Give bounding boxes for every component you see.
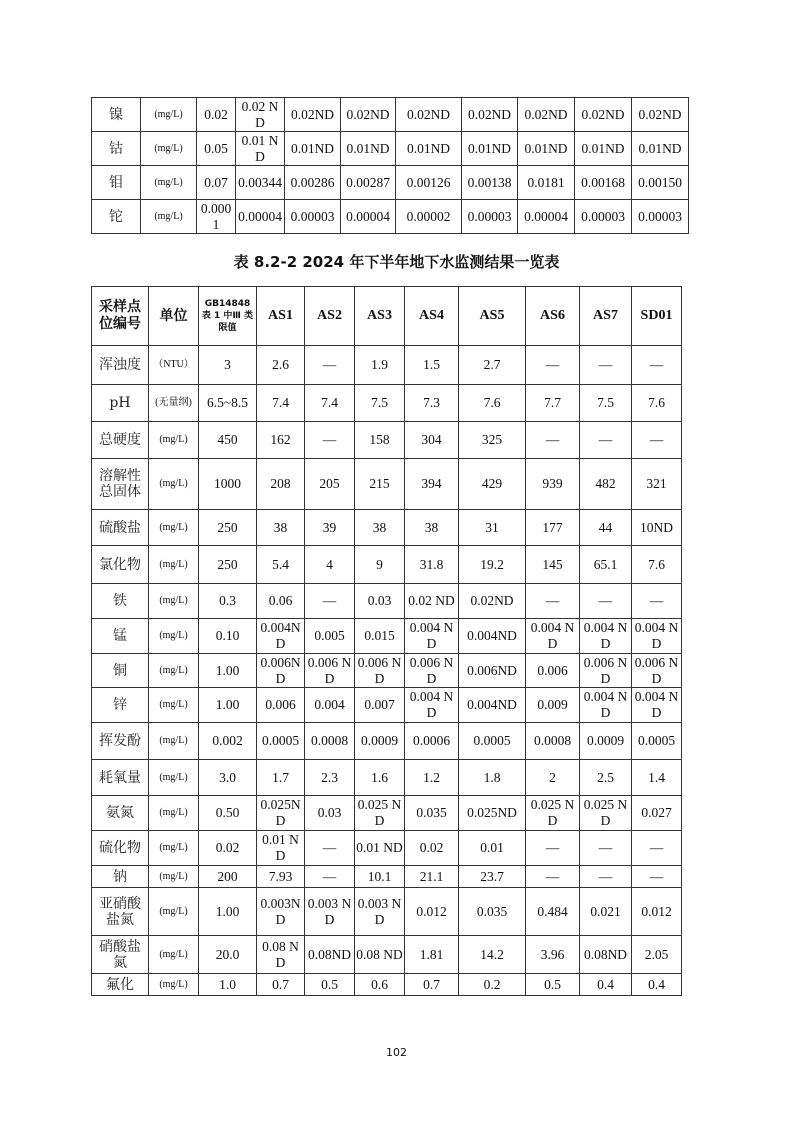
- unit-cell: (mg/L): [149, 936, 199, 974]
- table-row: [92, 166, 689, 200]
- header-site: AS7: [580, 287, 632, 346]
- value-cell: 0.004ND: [459, 619, 526, 654]
- value-cell: 0.005: [305, 619, 355, 654]
- value-cell: 9: [355, 546, 405, 584]
- parameter-name: 铁: [92, 584, 149, 619]
- limit-cell: 0.10: [199, 619, 257, 654]
- value-cell: 0.01ND: [632, 132, 689, 166]
- value-cell: 0.006ND: [257, 654, 305, 688]
- table-row: [92, 796, 682, 831]
- unit-cell: (mg/L): [149, 584, 199, 619]
- parameter-name: 铜: [92, 654, 149, 688]
- limit-cell: 3: [199, 346, 257, 385]
- value-cell: 0.025ND: [257, 796, 305, 831]
- value-cell: 0.08ND: [580, 936, 632, 974]
- value-cell: 0.003 ND: [305, 888, 355, 936]
- limit-cell: 20.0: [199, 936, 257, 974]
- value-cell: 19.2: [459, 546, 526, 584]
- value-cell: 7.5: [355, 385, 405, 422]
- unit-cell: （NTU）: [149, 346, 199, 385]
- value-cell: 31.8: [405, 546, 459, 584]
- value-cell: 0.006: [526, 654, 580, 688]
- value-cell: 0.027: [632, 796, 682, 831]
- value-cell: 4: [305, 546, 355, 584]
- limit-cell: 1.0: [199, 974, 257, 996]
- value-cell: 0.0005: [257, 723, 305, 760]
- unit-cell: (mg/L): [149, 796, 199, 831]
- value-cell: 0.5: [305, 974, 355, 996]
- value-cell: 162: [257, 422, 305, 459]
- value-cell: —: [526, 866, 580, 888]
- value-cell: 0.004 ND: [405, 619, 459, 654]
- value-cell: 0.02ND: [575, 98, 632, 132]
- value-cell: 0.7: [257, 974, 305, 996]
- unit-cell: (mg/L): [149, 546, 199, 584]
- value-cell: —: [526, 584, 580, 619]
- table-row: [92, 510, 682, 546]
- table-row: [92, 888, 682, 936]
- value-cell: 65.1: [580, 546, 632, 584]
- value-cell: 1.5: [405, 346, 459, 385]
- value-cell: 0.00168: [575, 166, 632, 200]
- value-cell: 1.2: [405, 760, 459, 796]
- parameter-name: 铊: [92, 200, 141, 234]
- value-cell: 0.03: [305, 796, 355, 831]
- unit-cell: (mg/L): [149, 654, 199, 688]
- header-site: SD01: [632, 287, 682, 346]
- parameter-name: 挥发酚: [92, 723, 149, 760]
- value-cell: 38: [257, 510, 305, 546]
- table-row: [92, 546, 682, 584]
- value-cell: 7.6: [459, 385, 526, 422]
- parameter-name: 硫化物: [92, 831, 149, 866]
- table-row: [92, 584, 682, 619]
- value-cell: 0.03: [355, 584, 405, 619]
- value-cell: 7.7: [526, 385, 580, 422]
- unit-cell: (mg/L): [149, 688, 199, 723]
- value-cell: 0.007: [355, 688, 405, 723]
- unit-cell: (mg/L): [149, 974, 199, 996]
- limit-cell: 0.3: [199, 584, 257, 619]
- table-row: [92, 385, 682, 422]
- limit-cell: 0.02: [199, 831, 257, 866]
- table-row: [92, 346, 682, 385]
- parameter-name: 氨氮: [92, 796, 149, 831]
- value-cell: 0.006 ND: [632, 654, 682, 688]
- value-cell: —: [305, 422, 355, 459]
- table-caption: 表 8.2-2 2024 年下半年地下水监测结果一览表: [233, 253, 560, 271]
- value-cell: 0.00287: [341, 166, 396, 200]
- table-row: [92, 760, 682, 796]
- value-cell: 0.0009: [355, 723, 405, 760]
- value-cell: 0.4: [632, 974, 682, 996]
- value-cell: 0.004: [305, 688, 355, 723]
- value-cell: 0.08ND: [305, 936, 355, 974]
- value-cell: 0.00286: [285, 166, 341, 200]
- limit-cell: 0.05: [197, 132, 236, 166]
- limit-cell: 0.02: [197, 98, 236, 132]
- parameter-name: 钼: [92, 166, 141, 200]
- unit-cell: (mg/L): [149, 422, 199, 459]
- table-row: [92, 974, 682, 996]
- table-row: [92, 688, 682, 723]
- value-cell: 10ND: [632, 510, 682, 546]
- table-row: [92, 654, 682, 688]
- value-cell: 0.004 ND: [580, 619, 632, 654]
- value-cell: 0.01ND: [396, 132, 462, 166]
- value-cell: 7.5: [580, 385, 632, 422]
- value-cell: 325: [459, 422, 526, 459]
- value-cell: —: [526, 422, 580, 459]
- parameter-name: 耗氧量: [92, 760, 149, 796]
- value-cell: 0.00003: [575, 200, 632, 234]
- value-cell: 0.02ND: [518, 98, 575, 132]
- parameter-name: 锰: [92, 619, 149, 654]
- unit-cell: (mg/L): [149, 510, 199, 546]
- value-cell: 39: [305, 510, 355, 546]
- value-cell: 0.7: [405, 974, 459, 996]
- value-cell: 939: [526, 459, 580, 510]
- value-cell: 0.02ND: [341, 98, 396, 132]
- parameter-name: 钠: [92, 866, 149, 888]
- continued-results-table: [91, 97, 689, 234]
- value-cell: 0.02ND: [459, 584, 526, 619]
- unit-cell: (mg/L): [149, 866, 199, 888]
- value-cell: —: [305, 346, 355, 385]
- unit-cell: (mg/L): [149, 888, 199, 936]
- value-cell: —: [580, 422, 632, 459]
- value-cell: 0.01ND: [462, 132, 518, 166]
- table-row: [92, 422, 682, 459]
- value-cell: 145: [526, 546, 580, 584]
- value-cell: 0.02ND: [462, 98, 518, 132]
- header-site: AS3: [355, 287, 405, 346]
- limit-cell: 450: [199, 422, 257, 459]
- table-row: [92, 619, 682, 654]
- value-cell: 0.006: [257, 688, 305, 723]
- value-cell: 0.025 ND: [526, 796, 580, 831]
- value-cell: 177: [526, 510, 580, 546]
- limit-cell: 200: [199, 866, 257, 888]
- value-cell: 0.08 ND: [257, 936, 305, 974]
- value-cell: 0.025 ND: [580, 796, 632, 831]
- value-cell: —: [526, 346, 580, 385]
- value-cell: 38: [405, 510, 459, 546]
- value-cell: 0.003 ND: [355, 888, 405, 936]
- value-cell: 0.01 ND: [257, 831, 305, 866]
- value-cell: 321: [632, 459, 682, 510]
- value-cell: 0.004 ND: [526, 619, 580, 654]
- value-cell: 0.02ND: [285, 98, 341, 132]
- value-cell: 0.004 ND: [405, 688, 459, 723]
- value-cell: 0.012: [632, 888, 682, 936]
- value-cell: 2.5: [580, 760, 632, 796]
- value-cell: 14.2: [459, 936, 526, 974]
- value-cell: 0.0005: [632, 723, 682, 760]
- unit-cell: (mg/L): [141, 98, 197, 132]
- parameter-name: 亚硝酸盐氮: [92, 888, 149, 936]
- value-cell: 0.006 ND: [355, 654, 405, 688]
- value-cell: 5.4: [257, 546, 305, 584]
- table-row: [92, 98, 689, 132]
- value-cell: 0.00004: [341, 200, 396, 234]
- value-cell: —: [632, 584, 682, 619]
- value-cell: 0.0006: [405, 723, 459, 760]
- value-cell: 0.02: [405, 831, 459, 866]
- unit-cell: (mg/L): [149, 723, 199, 760]
- limit-cell: 0.50: [199, 796, 257, 831]
- parameter-name: 硝酸盐氮: [92, 936, 149, 974]
- value-cell: 0.004 ND: [580, 688, 632, 723]
- value-cell: —: [632, 422, 682, 459]
- unit-cell: (mg/L): [141, 166, 197, 200]
- value-cell: 7.4: [257, 385, 305, 422]
- value-cell: 0.0009: [580, 723, 632, 760]
- value-cell: 0.01 ND: [355, 831, 405, 866]
- header-item: 采样点位编号: [92, 287, 149, 346]
- value-cell: 7.6: [632, 546, 682, 584]
- value-cell: 0.004ND: [257, 619, 305, 654]
- value-cell: 0.01: [459, 831, 526, 866]
- value-cell: 0.004 ND: [632, 619, 682, 654]
- value-cell: 7.6: [632, 385, 682, 422]
- value-cell: 0.2: [459, 974, 526, 996]
- value-cell: 0.012: [405, 888, 459, 936]
- value-cell: 304: [405, 422, 459, 459]
- value-cell: —: [305, 866, 355, 888]
- unit-cell: (mg/L): [149, 760, 199, 796]
- parameter-name: 氟化: [92, 974, 149, 996]
- unit-cell: (无量纲): [149, 385, 199, 422]
- value-cell: 7.4: [305, 385, 355, 422]
- unit-cell: (mg/L): [149, 831, 199, 866]
- value-cell: —: [632, 866, 682, 888]
- parameter-name: 镍: [92, 98, 141, 132]
- value-cell: 0.6: [355, 974, 405, 996]
- limit-cell: 6.5~8.5: [199, 385, 257, 422]
- value-cell: 21.1: [405, 866, 459, 888]
- unit-cell: (mg/L): [149, 459, 199, 510]
- value-cell: —: [580, 866, 632, 888]
- header-row: [92, 287, 682, 346]
- limit-cell: 0.002: [199, 723, 257, 760]
- value-cell: 208: [257, 459, 305, 510]
- value-cell: 0.01 ND: [236, 132, 285, 166]
- value-cell: 2.05: [632, 936, 682, 974]
- value-cell: 215: [355, 459, 405, 510]
- value-cell: 0.00138: [462, 166, 518, 200]
- value-cell: 0.00004: [236, 200, 285, 234]
- parameter-name: 溶解性总固体: [92, 459, 149, 510]
- value-cell: 0.006 ND: [580, 654, 632, 688]
- header-standard: GB14848 表 1 中Ⅲ 类限值: [199, 287, 257, 346]
- value-cell: 0.004ND: [459, 688, 526, 723]
- value-cell: 0.00002: [396, 200, 462, 234]
- value-cell: 2.6: [257, 346, 305, 385]
- value-cell: 38: [355, 510, 405, 546]
- value-cell: 0.025 ND: [355, 796, 405, 831]
- value-cell: 0.006 ND: [405, 654, 459, 688]
- header-site: AS6: [526, 287, 580, 346]
- value-cell: 0.009: [526, 688, 580, 723]
- value-cell: 23.7: [459, 866, 526, 888]
- value-cell: 0.484: [526, 888, 580, 936]
- value-cell: 7.93: [257, 866, 305, 888]
- value-cell: 1.7: [257, 760, 305, 796]
- value-cell: 0.00150: [632, 166, 689, 200]
- value-cell: 2: [526, 760, 580, 796]
- value-cell: 158: [355, 422, 405, 459]
- header-site: AS4: [405, 287, 459, 346]
- value-cell: 0.01ND: [575, 132, 632, 166]
- value-cell: 0.021: [580, 888, 632, 936]
- value-cell: 0.004 ND: [632, 688, 682, 723]
- limit-cell: 0.0001: [197, 200, 236, 234]
- limit-cell: 250: [199, 510, 257, 546]
- limit-cell: 1.00: [199, 654, 257, 688]
- table-row: [92, 831, 682, 866]
- value-cell: 0.0181: [518, 166, 575, 200]
- value-cell: 0.0005: [459, 723, 526, 760]
- parameter-name: 钴: [92, 132, 141, 166]
- table-row: [92, 936, 682, 974]
- parameter-name: 锌: [92, 688, 149, 723]
- value-cell: 205: [305, 459, 355, 510]
- unit-cell: (mg/L): [141, 132, 197, 166]
- page-number: 102: [386, 1046, 407, 1059]
- value-cell: 0.00003: [285, 200, 341, 234]
- parameter-name: 总硬度: [92, 422, 149, 459]
- value-cell: 0.06: [257, 584, 305, 619]
- unit-cell: (mg/L): [149, 619, 199, 654]
- table-row: [92, 459, 682, 510]
- header-site: AS5: [459, 287, 526, 346]
- limit-cell: 1.00: [199, 888, 257, 936]
- parameter-name: 硫酸盐: [92, 510, 149, 546]
- table-row: [92, 866, 682, 888]
- value-cell: 3.96: [526, 936, 580, 974]
- value-cell: 2.7: [459, 346, 526, 385]
- value-cell: 1.9: [355, 346, 405, 385]
- value-cell: 0.00126: [396, 166, 462, 200]
- value-cell: 0.02ND: [632, 98, 689, 132]
- value-cell: —: [580, 831, 632, 866]
- value-cell: —: [580, 346, 632, 385]
- value-cell: 7.3: [405, 385, 459, 422]
- limit-cell: 3.0: [199, 760, 257, 796]
- header-site: AS1: [257, 287, 305, 346]
- parameter-name: 浑浊度: [92, 346, 149, 385]
- value-cell: —: [305, 831, 355, 866]
- limit-cell: 1000: [199, 459, 257, 510]
- value-cell: 429: [459, 459, 526, 510]
- value-cell: 0.01ND: [518, 132, 575, 166]
- value-cell: 0.5: [526, 974, 580, 996]
- limit-cell: 250: [199, 546, 257, 584]
- value-cell: 0.02ND: [396, 98, 462, 132]
- table-row: [92, 200, 689, 234]
- value-cell: 0.00003: [462, 200, 518, 234]
- value-cell: —: [305, 584, 355, 619]
- value-cell: 0.006 ND: [305, 654, 355, 688]
- value-cell: —: [580, 584, 632, 619]
- value-cell: 0.00344: [236, 166, 285, 200]
- value-cell: 0.00004: [518, 200, 575, 234]
- value-cell: 0.00003: [632, 200, 689, 234]
- value-cell: 1.4: [632, 760, 682, 796]
- parameter-name: pH: [92, 385, 149, 422]
- value-cell: —: [632, 346, 682, 385]
- value-cell: 0.02 ND: [236, 98, 285, 132]
- value-cell: 0.035: [405, 796, 459, 831]
- parameter-name: 氯化物: [92, 546, 149, 584]
- value-cell: 10.1: [355, 866, 405, 888]
- value-cell: 1.81: [405, 936, 459, 974]
- value-cell: 0.025ND: [459, 796, 526, 831]
- groundwater-results-table: [91, 286, 682, 996]
- value-cell: —: [526, 831, 580, 866]
- value-cell: 2.3: [305, 760, 355, 796]
- value-cell: 0.4: [580, 974, 632, 996]
- value-cell: 1.8: [459, 760, 526, 796]
- value-cell: 0.01ND: [341, 132, 396, 166]
- unit-cell: (mg/L): [141, 200, 197, 234]
- value-cell: 0.015: [355, 619, 405, 654]
- header-unit: 单位: [149, 287, 199, 346]
- table-row: [92, 132, 689, 166]
- value-cell: 1.6: [355, 760, 405, 796]
- value-cell: 44: [580, 510, 632, 546]
- header-site: AS2: [305, 287, 355, 346]
- limit-cell: 1.00: [199, 688, 257, 723]
- value-cell: 0.01ND: [285, 132, 341, 166]
- value-cell: 0.035: [459, 888, 526, 936]
- value-cell: —: [632, 831, 682, 866]
- value-cell: 31: [459, 510, 526, 546]
- value-cell: 0.0008: [305, 723, 355, 760]
- value-cell: 482: [580, 459, 632, 510]
- value-cell: 0.003ND: [257, 888, 305, 936]
- table-row: [92, 723, 682, 760]
- limit-cell: 0.07: [197, 166, 236, 200]
- value-cell: 0.08 ND: [355, 936, 405, 974]
- value-cell: 394: [405, 459, 459, 510]
- value-cell: 0.006ND: [459, 654, 526, 688]
- value-cell: 0.0008: [526, 723, 580, 760]
- value-cell: 0.02 ND: [405, 584, 459, 619]
